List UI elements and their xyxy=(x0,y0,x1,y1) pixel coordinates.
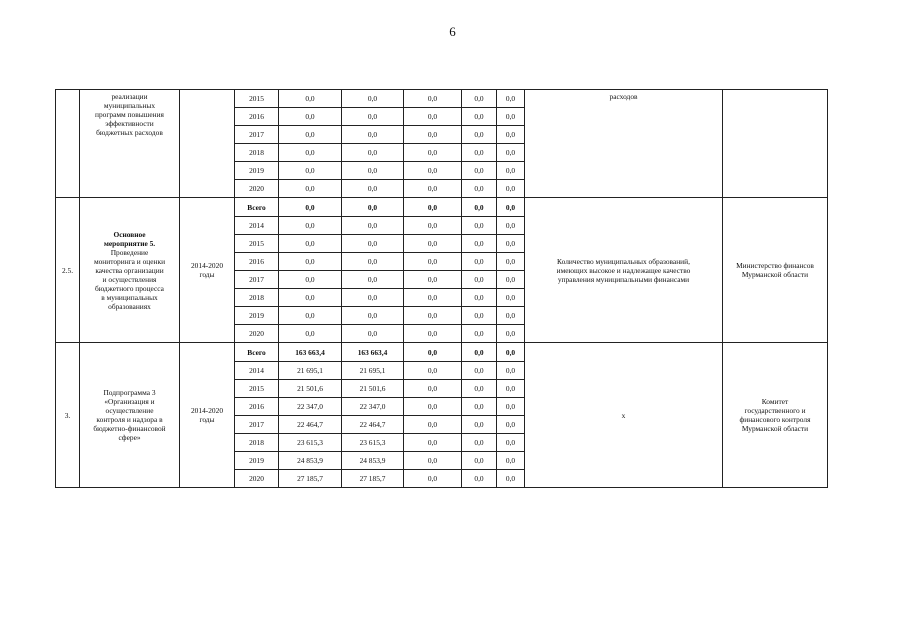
value-cell: 0,0 xyxy=(497,289,525,307)
value-cell: 0,0 xyxy=(497,162,525,180)
program-line: эффективности xyxy=(105,119,154,128)
value-cell: 21 501,6 xyxy=(342,380,404,398)
executor-line: Мурманской области xyxy=(741,424,809,433)
value-cell: 0,0 xyxy=(342,307,404,325)
year-cell: 2020 xyxy=(235,470,279,488)
value-cell: 0,0 xyxy=(404,108,462,126)
year-cell: 2016 xyxy=(235,108,279,126)
value-cell: 0,0 xyxy=(342,253,404,271)
value-cell: 0,0 xyxy=(462,343,497,362)
indicator-line: имеющих высокое и надлежащее качество xyxy=(556,265,691,275)
program-line: мониторинга и оценки xyxy=(93,256,166,266)
year-cell: 2018 xyxy=(235,289,279,307)
value-cell: 0,0 xyxy=(497,343,525,362)
executor-line: Мурманской области xyxy=(741,270,809,279)
value-cell: 0,0 xyxy=(497,90,525,108)
total-label: Всего xyxy=(235,198,279,217)
value-cell: 0,0 xyxy=(279,126,342,144)
value-cell: 0,0 xyxy=(497,380,525,398)
value-cell: 0,0 xyxy=(497,325,525,343)
value-cell: 0,0 xyxy=(462,289,497,307)
value-cell: 0,0 xyxy=(462,253,497,271)
program-line: контроля и надзора в xyxy=(96,415,163,424)
indicator-line: управления муниципальными финансами xyxy=(557,274,690,284)
period-line: 2014-2020 xyxy=(190,261,224,270)
value-cell: 0,0 xyxy=(497,271,525,289)
year-cell: 2018 xyxy=(235,144,279,162)
value-cell: 163 663,4 xyxy=(342,343,404,362)
program-line: «Организация и xyxy=(104,397,155,406)
year-cell: 2014 xyxy=(235,362,279,380)
value-cell: 0,0 xyxy=(404,253,462,271)
value-cell: 0,0 xyxy=(404,362,462,380)
value-cell: 0,0 xyxy=(342,235,404,253)
value-cell: 0,0 xyxy=(497,235,525,253)
value-cell: 0,0 xyxy=(404,452,462,470)
year-cell: 2016 xyxy=(235,398,279,416)
value-cell: 163 663,4 xyxy=(279,343,342,362)
value-cell: 0,0 xyxy=(462,380,497,398)
program-line: и осуществления xyxy=(102,274,157,284)
value-cell: 0,0 xyxy=(497,470,525,488)
num-cell xyxy=(56,90,80,198)
value-cell: 0,0 xyxy=(279,144,342,162)
program-line: Подпрограмма 3 xyxy=(103,388,156,397)
value-cell: 24 853,9 xyxy=(279,452,342,470)
value-cell: 0,0 xyxy=(404,271,462,289)
value-cell: 0,0 xyxy=(462,362,497,380)
value-cell: 0,0 xyxy=(462,452,497,470)
num-cell: 2.5. xyxy=(56,198,80,343)
value-cell: 22 347,0 xyxy=(279,398,342,416)
value-cell: 21 695,1 xyxy=(342,362,404,380)
period-cell xyxy=(180,343,235,488)
year-cell: 2020 xyxy=(235,325,279,343)
period-line: годы xyxy=(199,415,215,424)
total-row xyxy=(56,343,828,362)
value-cell: 0,0 xyxy=(279,307,342,325)
value-cell: 0,0 xyxy=(462,180,497,198)
value-cell: 0,0 xyxy=(342,271,404,289)
value-cell: 0,0 xyxy=(497,144,525,162)
value-cell: 0,0 xyxy=(279,235,342,253)
program-cell xyxy=(80,90,180,198)
value-cell: 0,0 xyxy=(342,198,404,217)
value-cell: 0,0 xyxy=(279,217,342,235)
executor-line: Министерство финансов xyxy=(736,261,814,270)
value-cell: 27 185,7 xyxy=(279,470,342,488)
value-cell: 0,0 xyxy=(497,362,525,380)
value-cell: 0,0 xyxy=(497,434,525,452)
value-cell: 0,0 xyxy=(342,126,404,144)
value-cell: 22 464,7 xyxy=(342,416,404,434)
program-line: бюджетного процесса xyxy=(95,283,164,293)
period-line: годы xyxy=(199,270,215,279)
program-line: реализации xyxy=(111,92,148,101)
value-cell: 21 695,1 xyxy=(279,362,342,380)
year-cell: 2019 xyxy=(235,162,279,180)
year-cell: 2017 xyxy=(235,271,279,289)
value-cell: 22 347,0 xyxy=(342,398,404,416)
year-cell: 2015 xyxy=(235,90,279,108)
value-cell: 0,0 xyxy=(404,90,462,108)
value-cell: 0,0 xyxy=(279,90,342,108)
program-line: осуществление xyxy=(105,406,154,415)
page-number: 6 xyxy=(449,24,456,39)
value-cell: 0,0 xyxy=(342,108,404,126)
program-line: в муниципальных xyxy=(101,292,158,302)
value-cell: 0,0 xyxy=(462,126,497,144)
indicator-cell: х xyxy=(525,343,723,488)
value-cell: 22 464,7 xyxy=(279,416,342,434)
executor-cell xyxy=(723,343,828,488)
program-line: бюджетно-финансовой xyxy=(93,424,166,433)
value-cell: 0,0 xyxy=(342,325,404,343)
value-cell: 0,0 xyxy=(342,90,404,108)
value-cell: 0,0 xyxy=(462,434,497,452)
value-cell: 0,0 xyxy=(404,380,462,398)
num-cell: 3. xyxy=(56,343,80,488)
value-cell: 0,0 xyxy=(404,325,462,343)
value-cell: 0,0 xyxy=(497,253,525,271)
value-cell: 0,0 xyxy=(462,470,497,488)
program-line: сфере» xyxy=(118,433,141,442)
value-cell: 0,0 xyxy=(279,180,342,198)
value-cell: 0,0 xyxy=(404,235,462,253)
value-cell: 0,0 xyxy=(462,325,497,343)
program-line: качества организации xyxy=(95,265,164,275)
value-cell: 0,0 xyxy=(404,416,462,434)
value-cell: 0,0 xyxy=(404,398,462,416)
value-cell: 0,0 xyxy=(462,198,497,217)
value-cell: 0,0 xyxy=(342,162,404,180)
year-cell: 2017 xyxy=(235,416,279,434)
value-cell: 0,0 xyxy=(404,343,462,362)
value-cell: 0,0 xyxy=(279,198,342,217)
program-line: программ повышения xyxy=(95,110,164,119)
value-cell: 0,0 xyxy=(462,108,497,126)
value-cell: 0,0 xyxy=(404,470,462,488)
program-cell xyxy=(80,198,180,343)
value-cell: 0,0 xyxy=(279,325,342,343)
program-line: образованиях xyxy=(108,301,151,311)
total-row xyxy=(56,198,828,217)
value-cell: 23 615,3 xyxy=(279,434,342,452)
year-cell: 2019 xyxy=(235,452,279,470)
indicator-line: Количество муниципальных образований, xyxy=(557,256,690,266)
value-cell: 0,0 xyxy=(342,180,404,198)
executor-line: финансового контроля xyxy=(739,415,811,424)
value-cell: 0,0 xyxy=(404,126,462,144)
value-cell: 0,0 xyxy=(497,416,525,434)
program-title-bold: мероприятие 5. xyxy=(103,238,156,248)
value-cell: 0,0 xyxy=(404,162,462,180)
program-table xyxy=(55,89,828,488)
value-cell: 0,0 xyxy=(462,90,497,108)
value-cell: 0,0 xyxy=(404,144,462,162)
executor-line: Комитет xyxy=(761,397,789,406)
value-cell: 0,0 xyxy=(497,198,525,217)
executor-line: государственного и xyxy=(744,406,806,415)
value-cell: 0,0 xyxy=(462,271,497,289)
value-cell: 0,0 xyxy=(462,235,497,253)
period-cell xyxy=(180,198,235,343)
value-cell: 0,0 xyxy=(342,289,404,307)
year-cell: 2015 xyxy=(235,380,279,398)
value-cell: 0,0 xyxy=(497,307,525,325)
executor-cell xyxy=(723,198,828,343)
value-cell: 21 501,6 xyxy=(279,380,342,398)
total-label: Всего xyxy=(235,343,279,362)
program-line: муниципальных xyxy=(103,101,156,110)
program-line: Проведение xyxy=(110,247,149,257)
value-cell: 0,0 xyxy=(342,217,404,235)
year-cell: 2016 xyxy=(235,253,279,271)
value-cell: 27 185,7 xyxy=(342,470,404,488)
year-cell: 2017 xyxy=(235,126,279,144)
indicator-cell xyxy=(525,198,723,343)
value-cell: 0,0 xyxy=(462,398,497,416)
value-cell: 0,0 xyxy=(497,452,525,470)
value-cell: 24 853,9 xyxy=(342,452,404,470)
period-cell xyxy=(180,90,235,198)
program-line: бюджетных расходов xyxy=(96,128,163,137)
value-cell: 0,0 xyxy=(462,416,497,434)
year-cell: 2014 xyxy=(235,217,279,235)
executor-cell xyxy=(723,90,828,198)
period-line: 2014-2020 xyxy=(190,406,224,415)
value-cell: 0,0 xyxy=(462,307,497,325)
year-cell: 2020 xyxy=(235,180,279,198)
value-cell: 0,0 xyxy=(279,162,342,180)
value-cell: 0,0 xyxy=(497,217,525,235)
indicator-cell: расходов xyxy=(525,90,723,198)
value-cell: 23 615,3 xyxy=(342,434,404,452)
value-cell: 0,0 xyxy=(279,271,342,289)
value-cell: 0,0 xyxy=(497,180,525,198)
value-cell: 0,0 xyxy=(404,307,462,325)
value-cell: 0,0 xyxy=(342,144,404,162)
table-row xyxy=(56,90,828,108)
value-cell: 0,0 xyxy=(279,108,342,126)
value-cell: 0,0 xyxy=(462,144,497,162)
value-cell: 0,0 xyxy=(404,289,462,307)
value-cell: 0,0 xyxy=(404,180,462,198)
year-cell: 2019 xyxy=(235,307,279,325)
value-cell: 0,0 xyxy=(497,398,525,416)
value-cell: 0,0 xyxy=(497,108,525,126)
year-cell: 2015 xyxy=(235,235,279,253)
program-cell xyxy=(80,343,180,488)
value-cell: 0,0 xyxy=(404,434,462,452)
value-cell: 0,0 xyxy=(279,253,342,271)
value-cell: 0,0 xyxy=(497,126,525,144)
value-cell: 0,0 xyxy=(404,217,462,235)
value-cell: 0,0 xyxy=(279,289,342,307)
value-cell: 0,0 xyxy=(462,162,497,180)
value-cell: 0,0 xyxy=(462,217,497,235)
program-title-bold: Основное xyxy=(113,229,146,239)
value-cell: 0,0 xyxy=(404,198,462,217)
year-cell: 2018 xyxy=(235,434,279,452)
